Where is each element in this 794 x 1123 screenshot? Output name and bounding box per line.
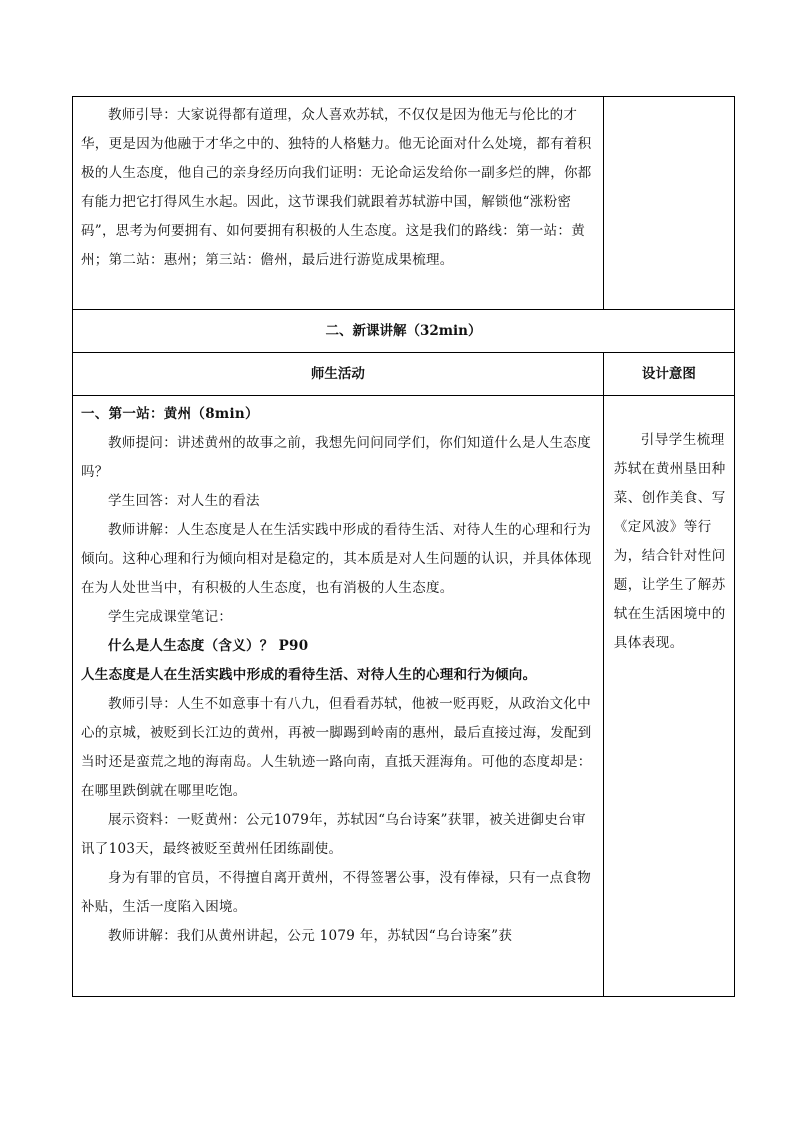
paragraph: 教师提问：讲述黄州的故事之前，我想先问问同学们，你们知道什么是人生态度吗？ [81,435,591,480]
section-title: 二、新课讲解（32min） [73,310,735,353]
paragraph: 教师引导：人生不如意事十有八九，但看看苏轼，他被一贬再贬，从政治文化中心的京城，被贬到长江边的黄州，再被一脚踢到岭南的惠州，最后直接过海，发配到当时还是蛮荒之地的海南岛。人生轨迹一路向南，直抵天涯海角。可他的态度却是：在哪里跌倒就在哪里吃饱。 [81,696,592,799]
section-row [73,310,735,353]
header-intent: 设计意图 [603,353,734,396]
station1-activity-cell [73,396,604,997]
paragraph: 教师讲解：人生态度是人在生活实践中形成的看待生活、对待人生的心理和行为倾向。这种心理和行为倾向相对是稳定的，其本质是对人生问题的认识，并具体体现在为人处世当中，有积极的人生态度，也有消极的人生态度。 [81,522,592,596]
station1-intent-cell [603,396,734,997]
intro-cell [73,97,604,310]
station1-title: 一、第一站：黄州（8min） [81,406,259,422]
paragraph: 教师讲解：我们从黄州讲起，公元 1079 年，苏轼因“乌台诗案”获 [108,928,513,944]
intro-side-cell [603,97,734,310]
lesson-plan-table [72,96,735,997]
paragraph-bold: 人生态度是人在生活实践中形成的看待生活、对待人生的心理和行为倾向。 [81,667,537,683]
paragraph-bold: 什么是人生态度（含义）？ P90 [108,638,309,654]
station1-row [73,396,735,997]
intro-row [73,97,735,310]
paragraph: 展示资料：一贬黄州：公元1079年，苏轼因“乌台诗案”获罪，被关进御史台审讯了103天，最终被贬至黄州任团练副使。 [81,812,586,857]
paragraph: 学生完成课堂笔记： [108,609,233,625]
intro-paragraph: 教师引导：大家说得都有道理，众人喜欢苏轼，不仅仅是因为他无与伦比的才华，更是因为他融于才华之中的、独特的人格魅力。他无论面对什么处境，都有着积极的人生态度，他自己的亲身经历向我们证明：无论命运发给你一副多烂的牌，你都有能力把它打得风生水起。因此，这节课我们就跟着苏轼游中国，解锁他“涨粉密码”，思考为何要拥有、如何要拥有积极的人生态度。这是我们的路线：第一站：黄州；第二站：惠州；第三站：儋州，最后进行游览成果梳理。 [81,107,592,268]
station1-intent: 引导学生梳理苏轼在黄州垦田种菜、创作美食、写《定风波》等行为，结合针对性问题，让学生了解苏轼在生活困境中的具体表现。 [613,432,726,651]
paragraph: 学生回答：对人生的看法 [108,493,260,509]
header-row [73,353,735,396]
lesson-plan-page [72,96,735,997]
header-activity: 师生活动 [73,353,604,396]
paragraph: 身为有罪的官员，不得擅自离开黄州，不得签署公事，没有俸禄，只有一点食物补贴，生活一度陷入困境。 [81,870,591,915]
